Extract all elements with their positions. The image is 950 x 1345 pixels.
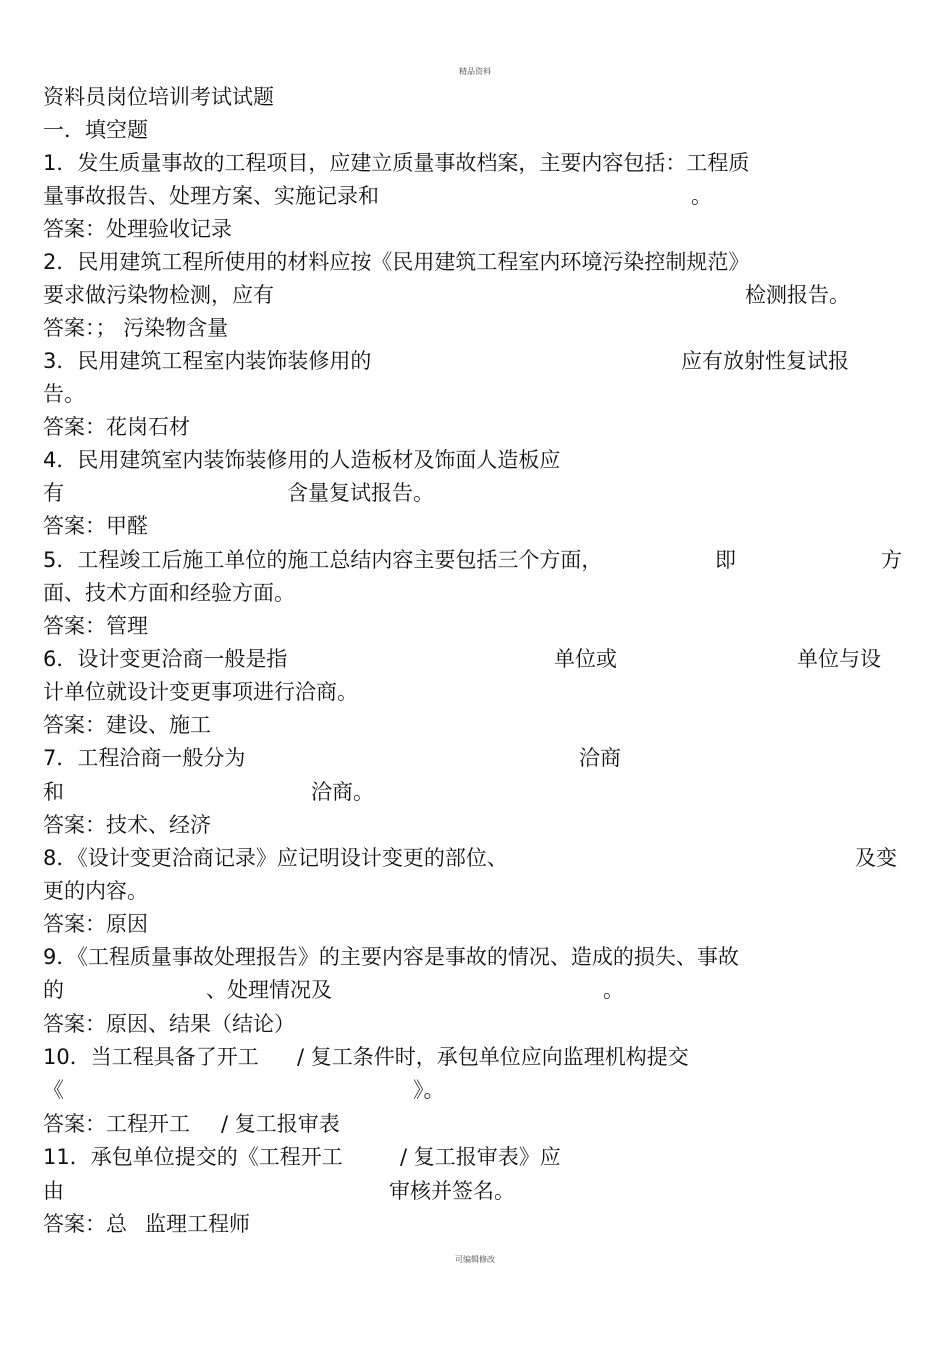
question-2-cont bbox=[43, 280, 913, 310]
question-5-cont: 面、技术方面和经验方面。 bbox=[43, 581, 295, 605]
page-header: 精品资料 bbox=[459, 67, 491, 76]
text: 8．《设计变更洽商记录》应记明设计变更的部位、 bbox=[43, 846, 508, 870]
text: 单位或 bbox=[554, 647, 617, 671]
text: 方 bbox=[881, 548, 902, 572]
text: 和 bbox=[43, 780, 64, 804]
question-4-cont bbox=[43, 478, 913, 508]
question-1-cont bbox=[43, 181, 913, 211]
question-7-cont bbox=[43, 777, 913, 807]
text: 应有放射性复试报 bbox=[681, 349, 849, 373]
text: 即 bbox=[715, 548, 736, 572]
question-11-cont bbox=[43, 1176, 913, 1206]
text: 、处理情况及 bbox=[206, 978, 332, 1002]
document-title: 资料员岗位培训考试试题 bbox=[43, 85, 274, 109]
question-6-cont: 计单位就设计变更事项进行洽商。 bbox=[43, 680, 358, 704]
text: 》。 bbox=[413, 1078, 445, 1102]
text: 含量复试报告。 bbox=[287, 481, 434, 505]
text: 及变 bbox=[855, 846, 897, 870]
question-1: 1．发生质量事故的工程项目，应建立质量事故档案，主要内容包括：工程质 bbox=[43, 151, 750, 175]
answer-7: 答案：技术、经济 bbox=[43, 813, 211, 837]
page-footer: 可编辑修改 bbox=[455, 1255, 495, 1264]
answer-10 bbox=[43, 1109, 913, 1139]
text: / 复工报审表》应 bbox=[400, 1145, 561, 1169]
section-heading: 一．填空题 bbox=[43, 118, 148, 142]
text: / 复工报审表 bbox=[221, 1112, 340, 1136]
question-3-cont: 告。 bbox=[43, 382, 85, 406]
question-8-cont: 更的内容。 bbox=[43, 879, 148, 903]
text: 7．工程洽商一般分为 bbox=[43, 746, 246, 770]
text: 答案：工程开工 bbox=[43, 1112, 190, 1136]
answer-1: 答案：处理验收记录 bbox=[43, 217, 232, 241]
text: 要求做污染物检测，应有 bbox=[43, 283, 274, 307]
question-3 bbox=[43, 346, 913, 376]
text: 审核并签名。 bbox=[389, 1179, 515, 1203]
text: / 复工条件时，承包单位应向监理机构提交 bbox=[297, 1045, 689, 1069]
text: 。 bbox=[691, 184, 712, 208]
question-6 bbox=[43, 644, 913, 674]
text: 10．当工程具备了开工 bbox=[43, 1045, 259, 1069]
question-11 bbox=[43, 1142, 913, 1172]
text: 5．工程竣工后施工单位的施工总结内容主要包括三个方面， bbox=[43, 548, 603, 572]
question-2: 2．民用建筑工程所使用的材料应按《民用建筑工程室内环境污染控制规范》 bbox=[43, 250, 750, 274]
text: 6．设计变更洽商一般是指 bbox=[43, 647, 288, 671]
answer-3: 答案：花岗石材 bbox=[43, 415, 190, 439]
text: 有 bbox=[43, 481, 64, 505]
text: 答案：总 bbox=[43, 1212, 127, 1236]
text: 《 bbox=[43, 1078, 64, 1102]
text: 3．民用建筑工程室内装饰装修用的 bbox=[43, 349, 372, 373]
text: 监理工程师 bbox=[145, 1212, 250, 1236]
question-10-cont bbox=[43, 1075, 913, 1105]
question-10 bbox=[43, 1042, 913, 1072]
text: 由 bbox=[43, 1179, 64, 1203]
text: 单位与设 bbox=[797, 647, 881, 671]
answer-2: 答案：； 污染物含量 bbox=[43, 316, 229, 340]
question-9-cont bbox=[43, 975, 913, 1005]
question-5 bbox=[43, 545, 913, 575]
text: 检测报告。 bbox=[745, 283, 850, 307]
text: 的 bbox=[43, 978, 64, 1002]
question-9: 9．《工程质量事故处理报告》的主要内容是事故的情况、造成的损失、事故 bbox=[43, 945, 739, 969]
answer-4: 答案：甲醛 bbox=[43, 514, 148, 538]
question-8 bbox=[43, 843, 913, 873]
answer-6: 答案：建设、施工 bbox=[43, 713, 211, 737]
text: 洽商 bbox=[579, 746, 621, 770]
answer-8: 答案：原因 bbox=[43, 912, 148, 936]
question-7 bbox=[43, 743, 913, 773]
text: 洽商。 bbox=[311, 780, 374, 804]
answer-9: 答案：原因、结果（结论） bbox=[43, 1012, 295, 1036]
text: 。 bbox=[603, 978, 624, 1002]
text: 11．承包单位提交的《工程开工 bbox=[43, 1145, 343, 1169]
question-4: 4．民用建筑室内装饰装修用的人造板材及饰面人造板应 bbox=[43, 448, 561, 472]
answer-5: 答案：管理 bbox=[43, 614, 148, 638]
answer-11 bbox=[43, 1209, 913, 1239]
text: 量事故报告、处理方案、实施记录和 bbox=[43, 184, 379, 208]
